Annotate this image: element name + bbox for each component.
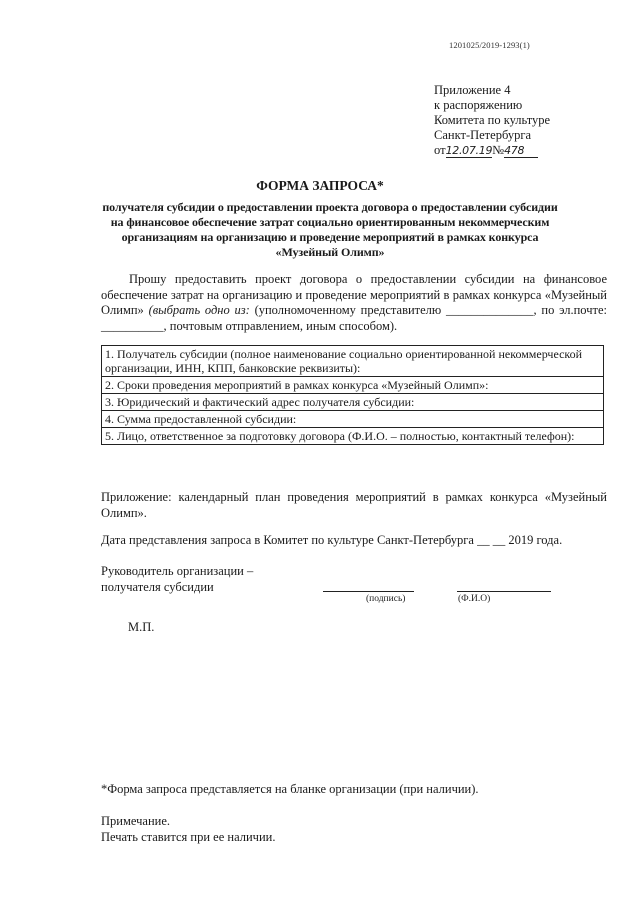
annex-line-1: Приложение 4 (434, 83, 511, 97)
table-row (102, 394, 604, 411)
note-heading: Примечание. (101, 814, 171, 828)
table-row (102, 428, 604, 445)
name-caption: (Ф.И.О) (458, 594, 491, 604)
form-subtitle-line-1: получателя субсидии о предоставлении проекта договора о предоставлении субсидии (102, 200, 558, 214)
annex-number-handwritten: 478 (504, 145, 538, 158)
request-info-table (101, 345, 604, 445)
table-cell-event-dates[interactable]: 2. Сроки проведения мероприятий в рамках конкурса «Музейный Олимп»: (102, 377, 604, 394)
appendix-text: Приложение: календарный план проведения мероприятий в рамках конкурса «Музейный Олимп». (101, 490, 607, 520)
form-subtitle-line-2: на финансовое обеспечение затрат социально ориентированным некоммерческим (110, 215, 550, 229)
head-line-2: получателя субсидии (101, 579, 214, 594)
request-text-start: Прошу предоставить проект договора о предоставлении субсидии на финансовое обеспечение затрат на организацию и проведение мероприятий в рамках конкурса «Музейный Олимп» (101, 272, 607, 317)
table-cell-subsidy-amount[interactable]: 4. Сумма предоставленной субсидии: (102, 411, 604, 428)
annex-from-label: от (434, 143, 446, 157)
form-subtitle (60, 200, 600, 260)
submission-date-line: Дата представления запроса в Комитет по культуре Санкт-Петербурга __ __ 2019 года. (101, 533, 563, 547)
request-text-end: (уполномоченному представителю ______________, по эл.почте: __________, почтовым отправлением, иным способом). (101, 303, 607, 333)
request-paragraph (101, 272, 607, 334)
request-choose-label: (выбрать одно из: (148, 303, 250, 317)
note-block (101, 814, 275, 845)
table-row (102, 377, 604, 394)
annex-line-4: Санкт-Петербурга (434, 128, 532, 142)
annex-number-label: № (492, 143, 505, 157)
stamp-place-label: М.П. (128, 620, 155, 634)
annex-block (434, 83, 550, 158)
note-text: Печать ставится при ее наличии. (101, 829, 276, 844)
form-subtitle-line-3: организациям на организацию и проведение мероприятий в рамках конкурса (121, 230, 539, 244)
annex-line-3: Комитета по культуре (434, 113, 551, 127)
table-row (102, 411, 604, 428)
annex-date-line (434, 143, 550, 158)
table-cell-responsible-person[interactable]: 5. Лицо, ответственное за подготовку договора (Ф.И.О. – полностью, контактный телефон): (102, 428, 604, 445)
annex-date-handwritten: 12.07.19 (445, 144, 493, 157)
form-title-main: ФОРМА ЗАПРОСА* (256, 178, 384, 193)
signature-line[interactable] (323, 591, 414, 592)
signature-caption: (подпись) (366, 594, 406, 604)
annex-line-2: к распоряжению (434, 98, 523, 112)
name-line[interactable] (457, 591, 551, 592)
head-of-organization (101, 564, 253, 595)
head-line-1: Руководитель организации – (101, 564, 254, 578)
footnote: *Форма запроса представляется на бланке организации (при наличии). (101, 782, 479, 796)
table-row (102, 346, 604, 377)
form-title (60, 178, 580, 196)
form-subtitle-line-4: «Музейный Олимп» (275, 245, 385, 259)
table-cell-recipient[interactable]: 1. Получатель субсидии (полное наименование социально ориентированной некоммерческой организации, ИНН, КПП, банковские реквизиты): (102, 346, 604, 377)
document-number: 1201025/2019-1293(1) (449, 40, 530, 50)
table-cell-address[interactable]: 3. Юридический и фактический адрес получателя субсидии: (102, 394, 604, 411)
